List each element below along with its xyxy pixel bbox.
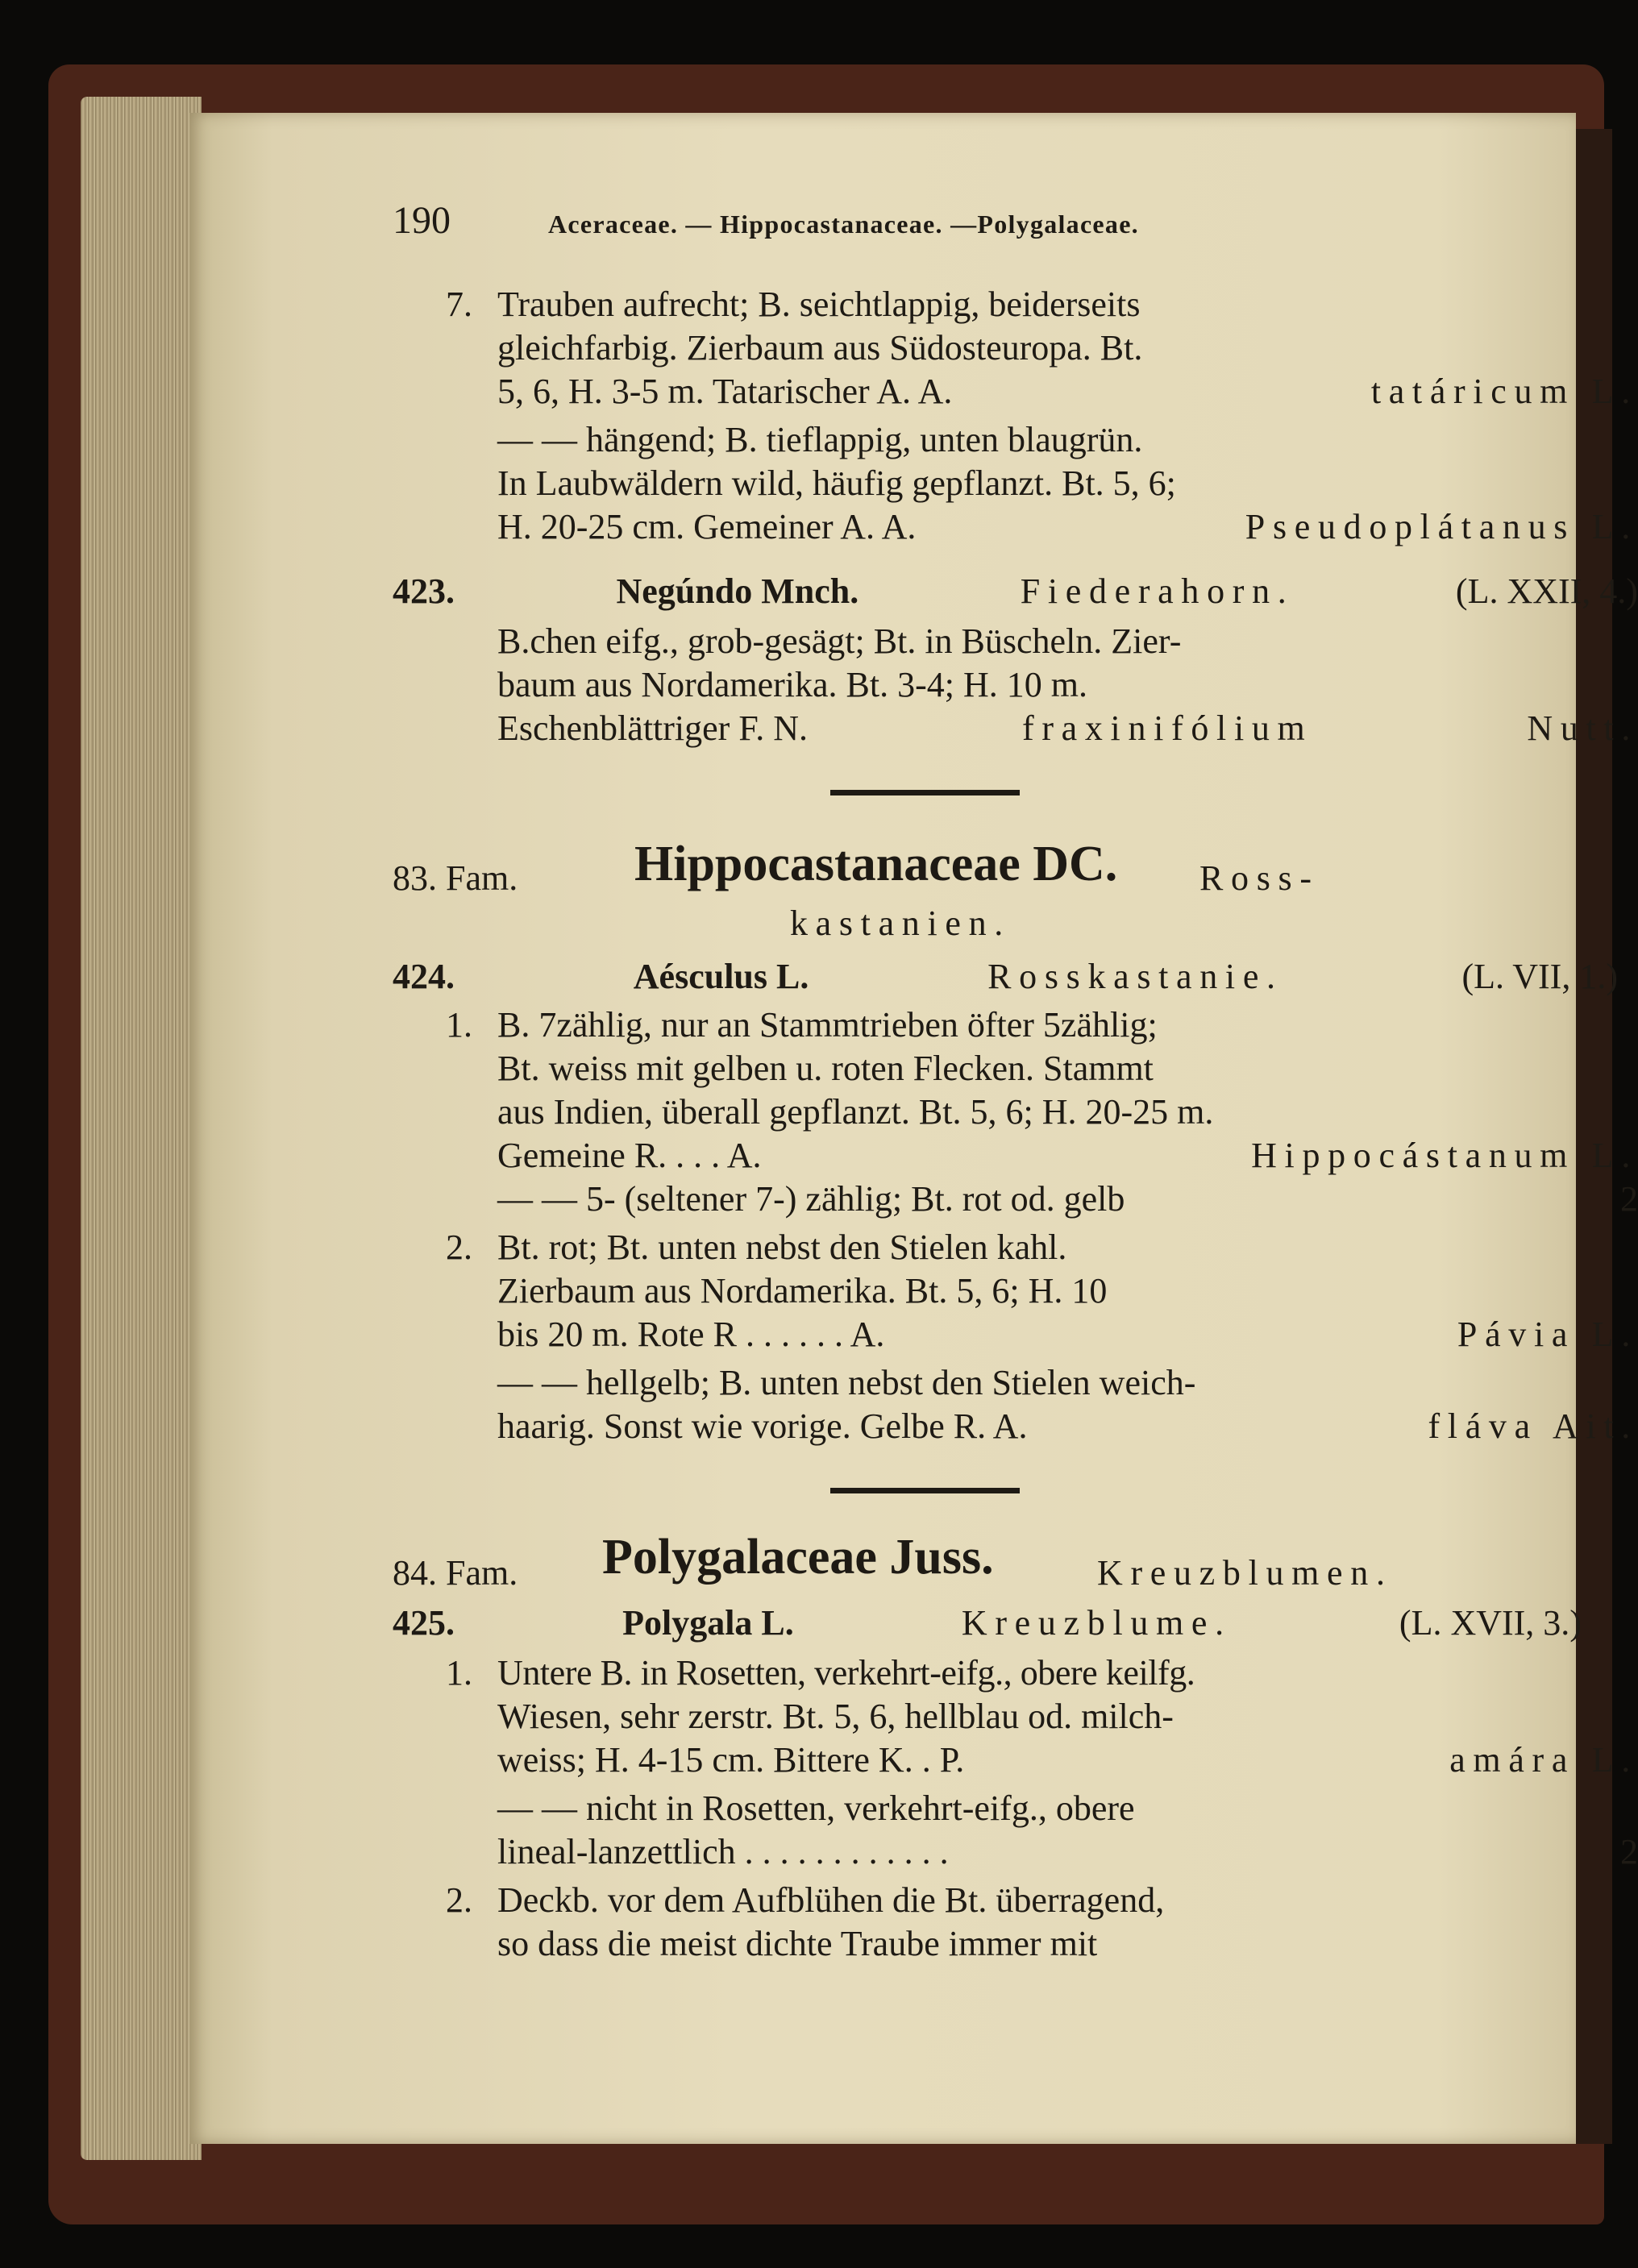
section-rule — [830, 790, 1020, 795]
entry-line: H. 20-25 cm. Gemeiner A. A. Pseudoplátanus L. — [497, 507, 1638, 546]
entry-line: Trauben aufrecht; B. seichtlappig, beiderseits — [497, 285, 1141, 324]
entry-line: gleichfarbig. Zierbaum aus Südosteuropa. Bt. — [497, 328, 1143, 368]
entry-number: 7. — [446, 285, 472, 324]
genus-heading: 423. Negúndo Mnch. Fiederahorn. (L. XXII, 4.) — [393, 571, 1638, 611]
entry-line: baum aus Nordamerika. Bt. 3-4; H. 10 m. — [497, 665, 1087, 704]
entry-line: bis 20 m. Rote R . . . . . . A. Pávia L. — [497, 1315, 1638, 1354]
entry-line: haarig. Sonst wie vorige. Gelbe R. A. fláva Ait. — [497, 1406, 1638, 1446]
entry-number: 1. — [446, 1005, 472, 1045]
page-number: 190 — [393, 199, 451, 242]
entry-line: — — hängend; B. tieflappig, unten blaugrün. — [497, 420, 1143, 459]
entry-line: Bt. rot; Bt. unten nebst den Stielen kahl. — [497, 1227, 1067, 1267]
entry-line: Deckb. vor dem Aufblühen die Bt. überragend, — [497, 1880, 1165, 1920]
section-rule — [830, 1488, 1020, 1493]
entry-line: — — hellgelb; B. unten nebst den Stielen weich- — [497, 1363, 1196, 1402]
entry-line: In Laubwäldern wild, häufig gepflanzt. Bt. 5, 6; — [497, 463, 1176, 503]
entry-line: so dass die meist dichte Traube immer mit — [497, 1924, 1098, 1963]
entry-number: 2. — [446, 1880, 472, 1920]
genus-heading: 424. Aésculus L. Rosskastanie. (L. VII, 1.) — [393, 957, 1618, 996]
entry-line: Bt. weiss mit gelben u. roten Flecken. Stammt — [497, 1049, 1154, 1088]
entry-line: Zierbaum aus Nordamerika. Bt. 5, 6; H. 10 — [497, 1271, 1108, 1311]
entry-line: 5, 6, H. 3-5 m. Tatarischer A. A. tatáricum L. — [497, 372, 1638, 411]
page-edges — [81, 97, 202, 2160]
entry-line: Untere B. in Rosetten, verkehrt-eifg., obere keilfg. — [497, 1653, 1195, 1693]
genus-heading: 425. Polygala L. Kreuzblume. (L. XVII, 3.) — [393, 1603, 1582, 1643]
entry-line: weiss; H. 4-15 cm. Bittere K. . P. amára L. — [497, 1740, 1638, 1780]
entry-line: Wiesen, sehr zerstr. Bt. 5, 6, hellblau od. milch- — [497, 1697, 1174, 1736]
family-common-name: Kreuzblumen. — [1097, 1553, 1393, 1593]
entry-line: — — nicht in Rosetten, verkehrt-eifg., obere — [497, 1788, 1135, 1828]
family-common-name: Ross- — [1199, 858, 1320, 898]
family-common-name: kastanien. — [790, 903, 1011, 943]
running-title: Aceraceae. — Hippocastanaceae. —Polygalaceae. — [548, 210, 1139, 239]
entry-line: — — 5- (seltener 7-) zählig; Bt. rot od. gelb 2 — [497, 1179, 1638, 1219]
family-name: Hippocastanaceae DC. — [634, 837, 1118, 891]
family-name: Polygalaceae Juss. — [602, 1530, 994, 1585]
entry-line: Eschenblättriger F. N. fraxinifólium Nutt. — [497, 708, 1638, 748]
book-page — [189, 113, 1638, 2144]
entry-line: B. 7zählig, nur an Stammtrieben öfter 5zählig; — [497, 1005, 1158, 1045]
entry-number: 1. — [446, 1653, 472, 1693]
family-number: 84. Fam. — [393, 1553, 518, 1593]
entry-line: Gemeine R. . . . A. Hippocástanum L. — [497, 1136, 1638, 1175]
entry-line: B.chen eifg., grob-gesägt; Bt. in Büscheln. Zier- — [497, 621, 1182, 661]
family-number: 83. Fam. — [393, 858, 518, 898]
entry-line: aus Indien, überall gepflanzt. Bt. 5, 6; H. 20-25 m. — [497, 1092, 1214, 1132]
entry-number: 2. — [446, 1227, 472, 1267]
entry-line: lineal-lanzettlich . . . . . . . . . . . . 2 — [497, 1832, 1638, 1871]
